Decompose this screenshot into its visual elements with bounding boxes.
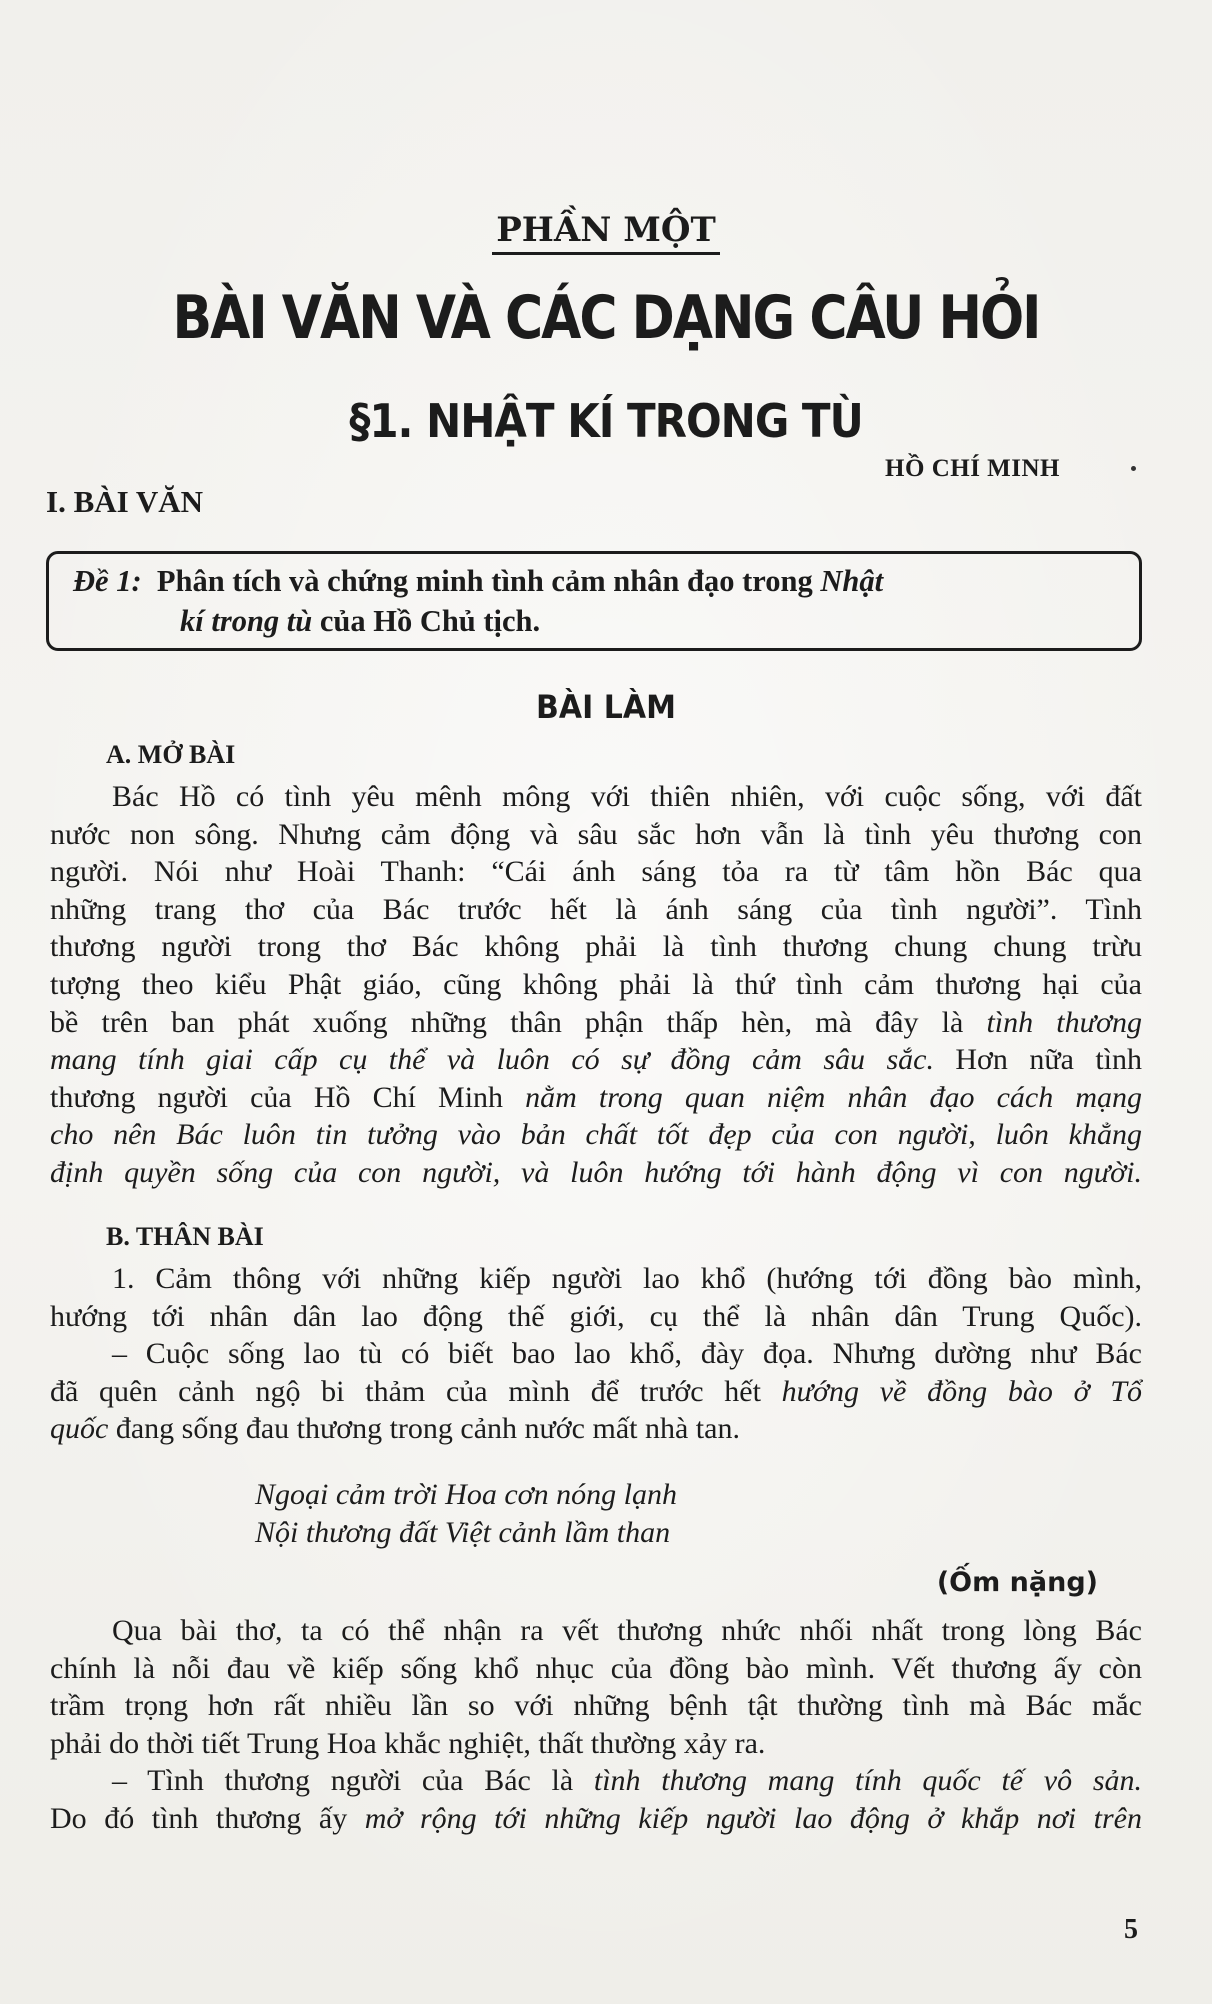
- text-line: [50, 1079, 1142, 1117]
- italic-text: hướng về đồng bào ở Tổ: [781, 1374, 1142, 1408]
- text-line: [50, 891, 1142, 929]
- text-run: trầm trọng hơn rất nhiều lần so với những bệnh tật thường tình mà Bác mắc: [50, 1689, 1142, 1723]
- text-line: [50, 1116, 1142, 1154]
- text-run: tượng theo kiểu Phật giáo, cũng không phải là thứ tình cảm thương hại của: [50, 967, 1142, 1001]
- part-label: [0, 210, 1212, 250]
- text-line: [50, 1260, 1142, 1298]
- paragraph-than-bai-2: [50, 1612, 1142, 1838]
- text-run: 1. Cảm thông với những kiếp người lao khổ (hướng tới đồng bào mình,: [112, 1262, 1142, 1295]
- poem-line: Ngoại cảm trời Hoa cơn nóng lạnh: [255, 1478, 678, 1511]
- section-title: §1. NHẬT KÍ TRONG TÙ: [349, 394, 863, 448]
- text-run: bề trên ban phát xuống những thân phận thấp hèn, mà đây là: [50, 1005, 987, 1039]
- italic-text: định quyền sống của con người, và luôn hướng tới hành động vì con người.: [50, 1155, 1142, 1189]
- text-run: chính là nỗi đau về kiếp sống khổ nhục của đồng bào mình. Vết thương ấy còn: [50, 1651, 1142, 1685]
- text-run: – Tình thương người của Bác là: [112, 1764, 594, 1798]
- dot-mark: [1131, 466, 1136, 471]
- italic-text: tình thương: [986, 1005, 1142, 1039]
- poem-quote: [255, 1476, 677, 1551]
- text-run: người. Nói như Hoài Thanh: “Cái ánh sáng tỏa ra từ tâm hồn Bác qua: [50, 855, 1142, 889]
- poem-source: (Ốm nặng): [936, 1567, 1098, 1598]
- main-title: BÀI VĂN VÀ CÁC DẠNG CÂU HỎI: [172, 284, 1040, 353]
- text-run: Bác Hồ có tình yêu mênh mông với thiên nhiên, với cuộc sống, với đất: [112, 780, 1142, 813]
- text-run: đã quên cảnh ngộ bi thảm của mình để trước hết: [50, 1374, 782, 1408]
- text-run: Do đó tình thương ấy: [50, 1801, 365, 1835]
- heading-than-bai: B. THÂN BÀI: [106, 1222, 264, 1251]
- heading-bai-van: I. BÀI VĂN: [46, 484, 204, 519]
- text-line: [50, 853, 1142, 891]
- text-line: [50, 966, 1142, 1004]
- italic-text: mở rộng tới những kiếp người lao động ở khắp nơi trên: [364, 1801, 1142, 1835]
- text-line: [50, 1687, 1142, 1725]
- prompt-line-1: [73, 564, 883, 599]
- answer-title: BÀI LÀM: [536, 688, 676, 727]
- text-line: [50, 1725, 1142, 1763]
- prompt-text-2: của Hồ Chủ tịch.: [319, 604, 541, 638]
- paragraph-mo-bai: [50, 778, 1142, 1192]
- poem-line: Nội thương đất Việt cảnh lầm than: [255, 1515, 671, 1549]
- text-line: [50, 1004, 1142, 1042]
- prompt-line-2: [180, 604, 540, 639]
- text-line: [50, 1410, 1142, 1448]
- part-label-text: PHẦN MỘT: [492, 210, 720, 255]
- page-number: 5: [1124, 1914, 1138, 1945]
- text-run: Qua bài thơ, ta có thể nhận ra vết thương nhức nhối nhất trong lòng Bác: [112, 1614, 1142, 1647]
- text-line: [50, 1612, 1142, 1650]
- text-line: [50, 1298, 1142, 1336]
- text-line: [50, 1800, 1142, 1838]
- text-run: nước non sông. Nhưng cảm động và sâu sắc hơn vẫn là tình yêu thương con: [50, 817, 1142, 851]
- text-line: [50, 1335, 1142, 1373]
- italic-text: tình thương mang tính quốc tế vô sản.: [593, 1764, 1142, 1798]
- text-line: [50, 1154, 1142, 1192]
- text-line: [50, 1041, 1142, 1079]
- prompt-text-1: Phân tích và chứng minh tình cảm nhân đạo trong: [156, 564, 813, 598]
- text-run: phải do thời tiết Trung Hoa khắc nghiệt, thất thường xảy ra.: [50, 1726, 766, 1760]
- italic-text: nằm trong quan niệm nhân đạo cách mạng: [525, 1080, 1142, 1114]
- text-run: Hơn nữa tình: [933, 1043, 1142, 1077]
- text-line: [50, 928, 1142, 966]
- paragraph-than-bai-1: [50, 1260, 1142, 1448]
- italic-text: quốc: [50, 1412, 109, 1446]
- text-run: những trang thơ của Bác trước hết là ánh sáng của tình người”. Tình: [50, 892, 1142, 926]
- text-line: [50, 1650, 1142, 1688]
- text-line: [50, 1762, 1142, 1800]
- text-line: [50, 1373, 1142, 1411]
- author-name: HỒ CHÍ MINH: [885, 455, 1060, 482]
- prompt-box: [46, 551, 1142, 651]
- text-run: hướng tới nhân dân lao động thế giới, cụ thể là nhân dân Trung Quốc).: [50, 1299, 1142, 1333]
- text-line: [50, 778, 1142, 816]
- italic-text: mang tính giai cấp cụ thể và luôn có sự đồng cảm sâu sắc.: [50, 1043, 934, 1077]
- text-run: – Cuộc sống lao tù có biết bao lao khổ, đày đọa. Nhưng dường như Bác: [112, 1337, 1142, 1371]
- prompt-italic-2: kí trong tù: [180, 604, 313, 638]
- prompt-italic-1: Nhật: [820, 564, 884, 598]
- text-run: thương người trong thơ Bác không phải là tình thương chung chung trừu: [50, 930, 1142, 964]
- text-run: thương người của Hồ Chí Minh: [50, 1080, 526, 1114]
- prompt-label: Đề 1:: [73, 564, 142, 598]
- italic-text: cho nên Bác luôn tin tưởng vào bản chất tốt đẹp của con người, luôn khẳng: [50, 1118, 1142, 1152]
- text-line: [50, 816, 1142, 854]
- text-run: đang sống đau thương trong cảnh nước mất nhà tan.: [108, 1412, 740, 1446]
- heading-mo-bai: A. MỞ BÀI: [106, 740, 236, 769]
